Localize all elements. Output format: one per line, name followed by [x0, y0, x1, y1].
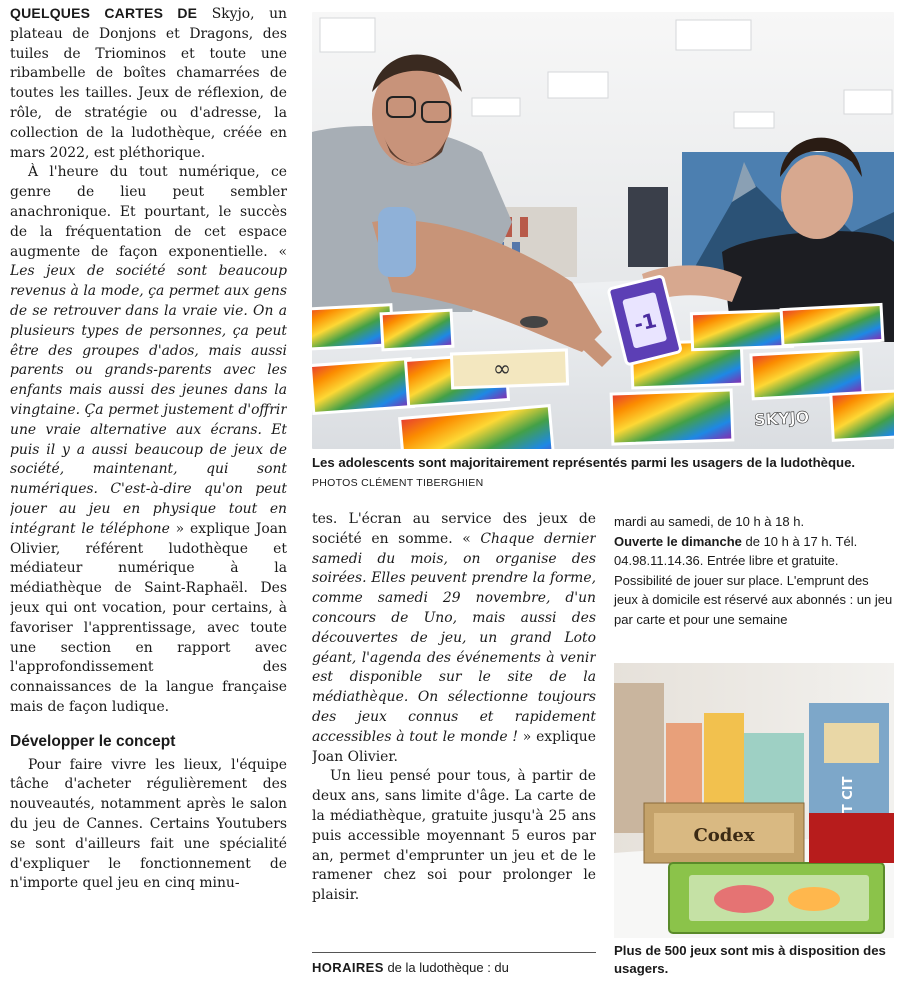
info-column-right [614, 512, 896, 630]
small-photo-caption: Plus de 500 jeux sont mis à disposition des usagers. [614, 943, 886, 976]
paragraph-4 [312, 510, 596, 767]
paragraph-2 [10, 163, 287, 717]
main-photo-game-players [312, 12, 894, 449]
lead-paragraph [10, 4, 287, 163]
horaires-label: HORAIRES [312, 960, 384, 975]
lead-caps: QUELQUES CARTES DE [10, 5, 198, 21]
svg-text:∞: ∞ [492, 357, 512, 382]
photo-credit: PHOTOS CLÉMENT TIBERGHIEN [312, 477, 484, 489]
box-codex-text: Codex [693, 825, 755, 846]
subheading: Développer le concept [10, 732, 176, 750]
info-sunday [614, 532, 896, 630]
sunday-bold: Ouverte le dimanche [614, 533, 742, 549]
card-number-text: -1 [631, 307, 659, 337]
paragraph-3: Pour faire vivre les lieux, l'équipe tâche d'acheter régulièrement des nouveautés, notamment après le salon du jeu de Cannes. Certains Youtubers se sont d'ailleurs fait une spécialité d'expliquer le fonctionnement de n'importe quel jeu en cinq minu- [10, 756, 287, 892]
card-brand-text: SKYJO [753, 407, 810, 430]
paragraph-4-outro: » explique Joan Olivier. [312, 728, 596, 765]
paragraph-2-intro: À l'heure du tout numérique, ce genre de lieu peut sembler anachronique. Et pourtant, le succès de la fréquentation de cet espace augmente de façon exponentielle. « [10, 164, 287, 260]
paragraph-2-outro: » explique Joan Olivier, référent ludothèque et médiateur numérique à la médiathèque de Saint-Raphaël. Des jeux qui ont vocation, pour certains, à favoriser l'apprentissage, avec toute une section en rapport avec l'approfondissement des connaissances de la langue française mais de façon ludique. [10, 520, 287, 715]
article-column-middle [312, 510, 596, 940]
small-photo-game-boxes [614, 663, 894, 938]
main-photo-caption [312, 454, 894, 492]
quote-joan-olivier-1: Les jeux de société sont beaucoup revenus à la mode, ça permet aux gens de se retrouver dans la vraie vie. On a plusieurs types de personnes, ça peut être des groupes d'ados, mais aussi parents ou grands-parents avec les enfants mais aussi des jeunes dans la vingtaine. Ça permet justement d'offrir une vraie alternative aux écrans. Et puis il y a aussi beaucoup de jeux de société, maintenant, qui sont numériques. C'est-à-dire qu'on peut jouer au jeu en physique tout en intégrant le téléphone [10, 263, 287, 537]
article-column-left [10, 4, 287, 982]
horaires-text: de la ludothèque : du [383, 960, 509, 975]
sunday-rest: de 10 h à 17 h. Tél. 04.98.11.14.36. Entrée libre et gratuite. Possibilité de jouer sur place. L'emprunt des jeux à domicile est réservé aux abonnés : un jeu par carte et pour une semaine [614, 533, 893, 627]
info-line-1: mardi au samedi, de 10 h à 18 h. [614, 514, 805, 529]
quote-joan-olivier-2: Chaque dernier samedi du mois, on organise des soirées. Elles peuvent prendre la forme, comme samedi 29 novembre, d'un concours de Uno, mais aussi des découvertes de jeu, un grand Loto géant, l'agenda des événements à venir est disponible sur le site de la médiathèque. On sélectionne toujours des jeux connus et rapidement accessibles à tout le monde ! [312, 530, 596, 745]
horaires-block [312, 952, 596, 977]
main-caption-text: Les adolescents sont majoritairement représentés parmi les usagers de la ludothèque. [312, 455, 856, 470]
paragraph-5: Un lieu pensé pour tous, à partir de deux ans, sans limite d'âge. La carte de la médiathèque, gratuite jusqu'à 25 ans puis accessible moyennant 5 euros par an, permet d'emprunter un jeu et de le ramener chez soi pour prolonger le plaisir. [312, 768, 596, 904]
lead-text: Skyjo, un plateau de Donjons et Dragons, des tuiles de Triominos et toute une ribambelle de boîtes chamarrées de toutes les tailles. Jeux de réflexion, de rôle, de stratégie ou d'adresse, la collection de la ludothèque, créée en mars 2022, est pléthorique. [10, 6, 287, 161]
paragraph-4-intro: tes. L'écran au service des jeux de société en somme. « [312, 511, 596, 547]
